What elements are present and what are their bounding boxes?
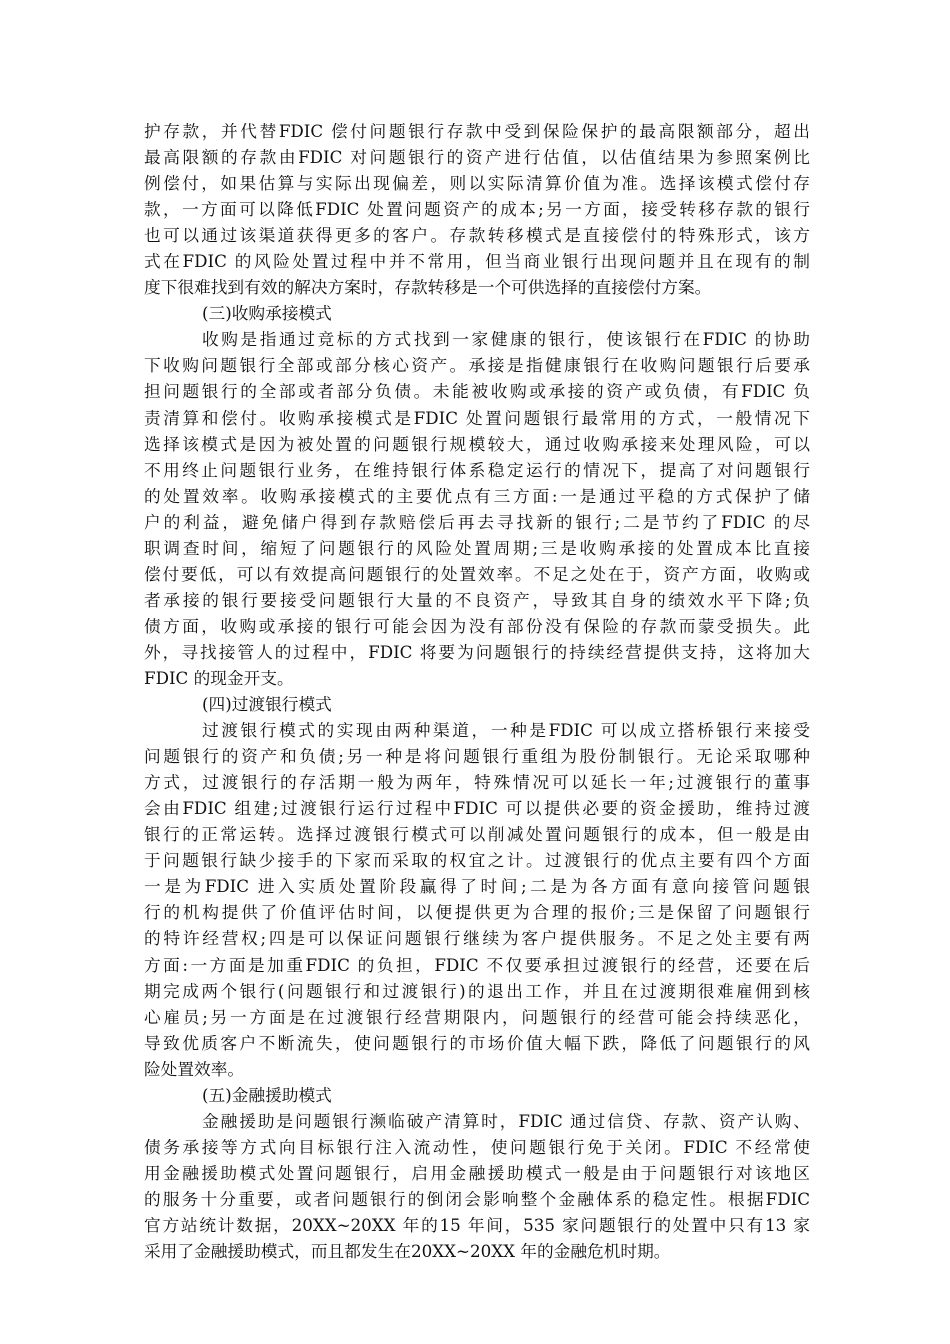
document-body [144,118,810,1264]
text-line: 外，寻找接管人的过程中，FDIC 将要为问题银行的持续经营提供支持，这将加大 [144,641,810,662]
text-line: 险处置效率。 [144,1058,245,1079]
text-line: 例偿付，如果估算与实际出现偏差，则以实际清算价值为准。选择该模式偿付存 [144,173,810,194]
text-line: 用金融援助模式处置问题银行，启用金融援助模式一般是由于问题银行对该地区 [144,1162,810,1183]
text-line: 不用终止问题银行业务，在维持银行体系稳定运行的情况下，提高了对问题银行 [144,459,810,480]
text-line: 会由FDIC 组建;过渡银行运行过程中FDIC 可以提供必要的资金援助，维持过渡 [144,798,810,819]
text-line: 一是为FDIC 进入实质处置阶段赢得了时间;二是为各方面有意向接管问题银 [144,876,810,897]
text-line: 的特许经营权;四是可以保证问题银行继续为客户提供服务。不足之处主要有两 [144,928,810,949]
section-heading: (三)收购承接模式 [202,303,332,324]
text-line: 债方面，收购或承接的银行可能会因为没有部份没有保险的存款而蒙受损失。此 [144,615,810,636]
text-line: 行的机构提供了价值评估时间，以便提供更为合理的报价;三是保留了问题银行 [144,902,810,923]
text-line: 方面:一方面是加重FDIC 的负担，FDIC 不仅要承担过渡银行的经营，还要在后 [144,954,810,975]
text-line: 方式，过渡银行的存活期一般为两年，特殊情况可以延长一年;过渡银行的董事 [144,772,810,793]
text-line: 责清算和偿付。收购承接模式是FDIC 处置问题银行最常用的方式，一般情况下 [144,407,810,428]
text-line: 官方站统计数据，20XX~20XX 年的15 年间，535 家问题银行的处置中只有13 家 [144,1214,810,1235]
text-line: 护存款，并代替FDIC 偿付问题银行存款中受到保险保护的最高限额部分，超出 [144,121,810,141]
text-line: 职调查时间，缩短了问题银行的风险处置周期;三是收购承接的处置成本比直接 [144,537,810,558]
text-line: 者承接的银行要接受问题银行大量的不良资产，导致其自身的绩效水平下降;负 [144,589,810,610]
text-line: 也可以通过该渠道获得更多的客户。存款转移模式是直接偿付的特殊形式，该方 [144,225,810,246]
text-line: 的处置效率。收购承接模式的主要优点有三方面:一是通过平稳的方式保护了储 [144,485,810,506]
text-line: 户的利益，避免储户得到存款赔偿后再去寻找新的银行;二是节约了FDIC 的尽 [144,511,810,532]
text-line: 金融援助是问题银行濒临破产清算时，FDIC 通过信贷、存款、资产认购、 [202,1110,810,1131]
text-line: 问题银行的资产和负债;另一种是将问题银行重组为股份制银行。无论采取哪种 [144,746,810,767]
text-line: 于问题银行缺少接手的下家而采取的权宜之计。过渡银行的优点主要有四个方面 [144,850,810,871]
section-heading: (五)金融援助模式 [202,1084,332,1105]
text-line: 最高限额的存款由FDIC 对问题银行的资产进行估值，以估值结果为参照案例比 [144,147,810,168]
text-line: 式在FDIC 的风险处置过程中并不常用，但当商业银行出现问题并且在现有的制 [144,251,810,272]
text-line: 选择该模式是因为被处置的问题银行规模较大，通过收购承接来处理风险，可以 [144,433,810,454]
text-line: FDIC 的现金开支。 [144,667,294,688]
section-heading: (四)过渡银行模式 [202,694,332,715]
text-line: 款，一方面可以降低FDIC 处置问题资产的成本;另一方面，接受转移存款的银行 [144,199,810,220]
text-line: 的服务十分重要，或者问题银行的倒闭会影响整个金融体系的稳定性。根据FDIC [144,1188,810,1209]
text-line: 心雇员;另一方面是在过渡银行经营期限内，问题银行的经营可能会持续恶化， [144,1006,810,1027]
text-line: 过渡银行模式的实现由两种渠道，一种是FDIC 可以成立搭桥银行来接受 [202,720,810,741]
text-line: 偿付要低，可以有效提高问题银行的处置效率。不足之处在于，资产方面，收购或 [144,563,810,584]
text-line: 采用了金融援助模式，而且都发生在20XX~20XX 年的金融危机时期。 [144,1241,671,1262]
text-line: 下收购问题银行全部或部分核心资产。承接是指健康银行在收购问题银行后要承 [144,355,810,376]
text-line: 债务承接等方式向目标银行注入流动性，使问题银行免于关闭。FDIC 不经常使 [144,1136,810,1157]
text-line: 担问题银行的全部或者部分负债。未能被收购或承接的资产或负债，有FDIC 负 [144,381,810,402]
text-line: 度下很难找到有效的解决方案时，存款转移是一个可供选择的直接偿付方案。 [144,277,712,298]
text-line: 导致优质客户不断流失，使问题银行的市场价值大幅下跌，降低了问题银行的风 [144,1032,810,1053]
text-line: 银行的正常运转。选择过渡银行模式可以削减处置问题银行的成本，但一般是由 [144,824,810,845]
text-line: 收购是指通过竞标的方式找到一家健康的银行，使该银行在FDIC 的协助 [202,329,810,350]
text-line: 期完成两个银行(问题银行和过渡银行)的退出工作，并且在过渡期很难雇佣到核 [144,980,810,1001]
